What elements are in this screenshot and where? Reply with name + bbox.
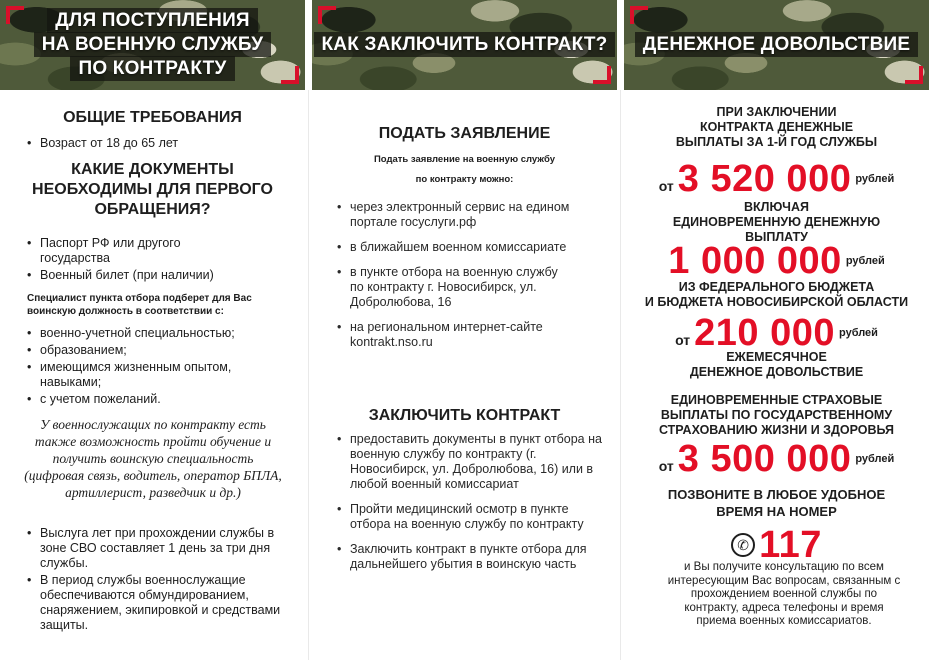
amount-insurance: от 3 500 000 рублей bbox=[658, 438, 895, 480]
benefits-list bbox=[20, 526, 282, 633]
list-item: • в пункте отбора на военную службу по контракту г. Новосибирск, ул. Добролюбова, 16 bbox=[330, 265, 565, 310]
amount-value: 3 500 000 bbox=[677, 438, 852, 480]
list-item: • с учетом пожеланий. bbox=[20, 392, 265, 407]
list-item: • предоставить документы в пункт отбора на военную службу по контракту (г. Новосибирск, ул. Добролюбова, 16) или в любой военный комиссариат bbox=[330, 432, 610, 492]
training-note: У военнослужащих по контракту есть также возможность пройти обучение и получить воинскую специальность (цифровая связь, водитель, оператор БПЛА, артиллерист, разведчик и др.) bbox=[24, 417, 282, 500]
contract-list bbox=[330, 432, 610, 572]
frame-corner-icon bbox=[593, 66, 611, 84]
including-heading: ВКЛЮЧАЯ ЕДИНОВРЕМЕННУЮ ДЕНЕЖНУЮ ВЫПЛАТУ bbox=[672, 200, 881, 244]
list-item: • Возраст от 18 до 65 лет bbox=[20, 136, 300, 151]
amount-value: 1 000 000 bbox=[668, 240, 842, 282]
frame-corner-icon bbox=[318, 6, 336, 24]
amount-value: 3 520 000 bbox=[677, 158, 852, 200]
phone-value: 117 bbox=[759, 524, 822, 566]
list-item: • Пройти медицинский осмотр в пункте отбора на военную службу по контракту bbox=[330, 502, 610, 532]
phone-icon: ✆ bbox=[731, 533, 755, 557]
apply-subtitle: Подать заявление на военную службу по контракту можно: bbox=[373, 154, 556, 185]
frame-corner-icon bbox=[905, 66, 923, 84]
specialist-note: Специалист пункта отбора подберет для Вас воинскую должность в соответствии с: bbox=[27, 293, 252, 317]
banner-title: ДЛЯ ПОСТУПЛЕНИЯ НА ВОЕННУЮ СЛУЖБУ ПО КОНТРАКТУ bbox=[0, 9, 305, 81]
phone-number[interactable] bbox=[624, 526, 929, 564]
list-item: • Военный билет (при наличии) bbox=[20, 268, 240, 283]
amount-first-year: от 3 520 000 рублей bbox=[658, 158, 895, 200]
list-item: • В период службы военнослужащие обеспечиваются обмундированием, снаряжением, экипировкой и средствами защиты. bbox=[20, 573, 282, 633]
list-item: • через электронный сервис на едином портале госуслуги.рф bbox=[330, 200, 610, 230]
general-list bbox=[20, 136, 300, 151]
camo-banner bbox=[312, 0, 617, 90]
banner-title: КАК ЗАКЛЮЧИТЬ КОНТРАКТ? bbox=[312, 33, 617, 57]
list-item: • Выслуга лет при прохождении службы в зоне СВО составляет 1 день за три дня службы. bbox=[20, 526, 282, 571]
amount-lump-sum: 1 000 000 рублей bbox=[668, 240, 885, 282]
list-item: • имеющимся жизненным опытом, навыками; bbox=[20, 360, 265, 390]
criteria-list bbox=[20, 326, 265, 407]
column-divider bbox=[308, 90, 309, 660]
amount-value: 210 000 bbox=[694, 312, 835, 354]
column-divider bbox=[620, 90, 621, 660]
list-item: • образованием; bbox=[20, 343, 265, 358]
camo-banner bbox=[624, 0, 929, 90]
monthly-heading: ЕЖЕМЕСЯЧНОЕ ДЕНЕЖНОЕ ДОВОЛЬСТВИЕ bbox=[689, 350, 864, 379]
amount-monthly: от 210 000 рублей bbox=[675, 312, 878, 354]
list-item: • в ближайшем военном комиссариате bbox=[330, 240, 610, 255]
panel-pay bbox=[624, 0, 929, 660]
first-year-heading: ПРИ ЗАКЛЮЧЕНИИ КОНТРАКТА ДЕНЕЖНЫЕ ВЫПЛАТЫ ЗА 1-Й ГОД СЛУЖБЫ bbox=[675, 105, 878, 149]
panel-requirements bbox=[0, 0, 305, 660]
contract-title: ЗАКЛЮЧИТЬ КОНТРАКТ bbox=[368, 407, 561, 424]
panel-how-to-contract bbox=[312, 0, 617, 660]
list-item: • на региональном интернет-сайте kontrakt.nso.ru bbox=[330, 320, 565, 350]
list-item: • Паспорт РФ или другого государства bbox=[20, 236, 240, 266]
apply-list bbox=[330, 200, 610, 350]
frame-corner-icon bbox=[630, 6, 648, 24]
budget-heading: ИЗ ФЕДЕРАЛЬНОГО БЮДЖЕТА И БЮДЖЕТА НОВОСИБИРСКОЙ ОБЛАСТИ bbox=[644, 280, 909, 309]
list-item: • Заключить контракт в пункте отбора для дальнейшего убытия в воинскую часть bbox=[330, 542, 610, 572]
camo-banner bbox=[0, 0, 305, 90]
call-heading: ПОЗВОНИТЕ В ЛЮБОЕ УДОБНОЕ ВРЕМЯ НА НОМЕР bbox=[667, 487, 886, 519]
documents-title: КАКИЕ ДОКУМЕНТЫ НЕОБХОДИМЫ ДЛЯ ПЕРВОГО ОБРАЩЕНИЯ? bbox=[32, 161, 273, 218]
documents-list bbox=[20, 236, 240, 283]
banner-title: ДЕНЕЖНОЕ ДОВОЛЬСТВИЕ bbox=[624, 33, 929, 57]
list-item: • военно-учетной специальностью; bbox=[20, 326, 265, 341]
consultation-info: и Вы получите консультацию по всем интересующим Вас вопросам, связанным с прохождением военной службы по контракту, адреса телефоны и время приема военных комиссариатов. bbox=[667, 561, 901, 627]
insurance-heading: ЕДИНОВРЕМЕННЫЕ СТРАХОВЫЕ ВЫПЛАТЫ ПО ГОСУДАРСТВЕННОМУ СТРАХОВАНИЮ ЖИЗНИ И ЗДОРОВЬЯ bbox=[658, 393, 895, 437]
general-requirements-title: ОБЩИЕ ТРЕБОВАНИЯ bbox=[63, 109, 242, 126]
apply-title: ПОДАТЬ ЗАЯВЛЕНИЕ bbox=[378, 125, 551, 142]
